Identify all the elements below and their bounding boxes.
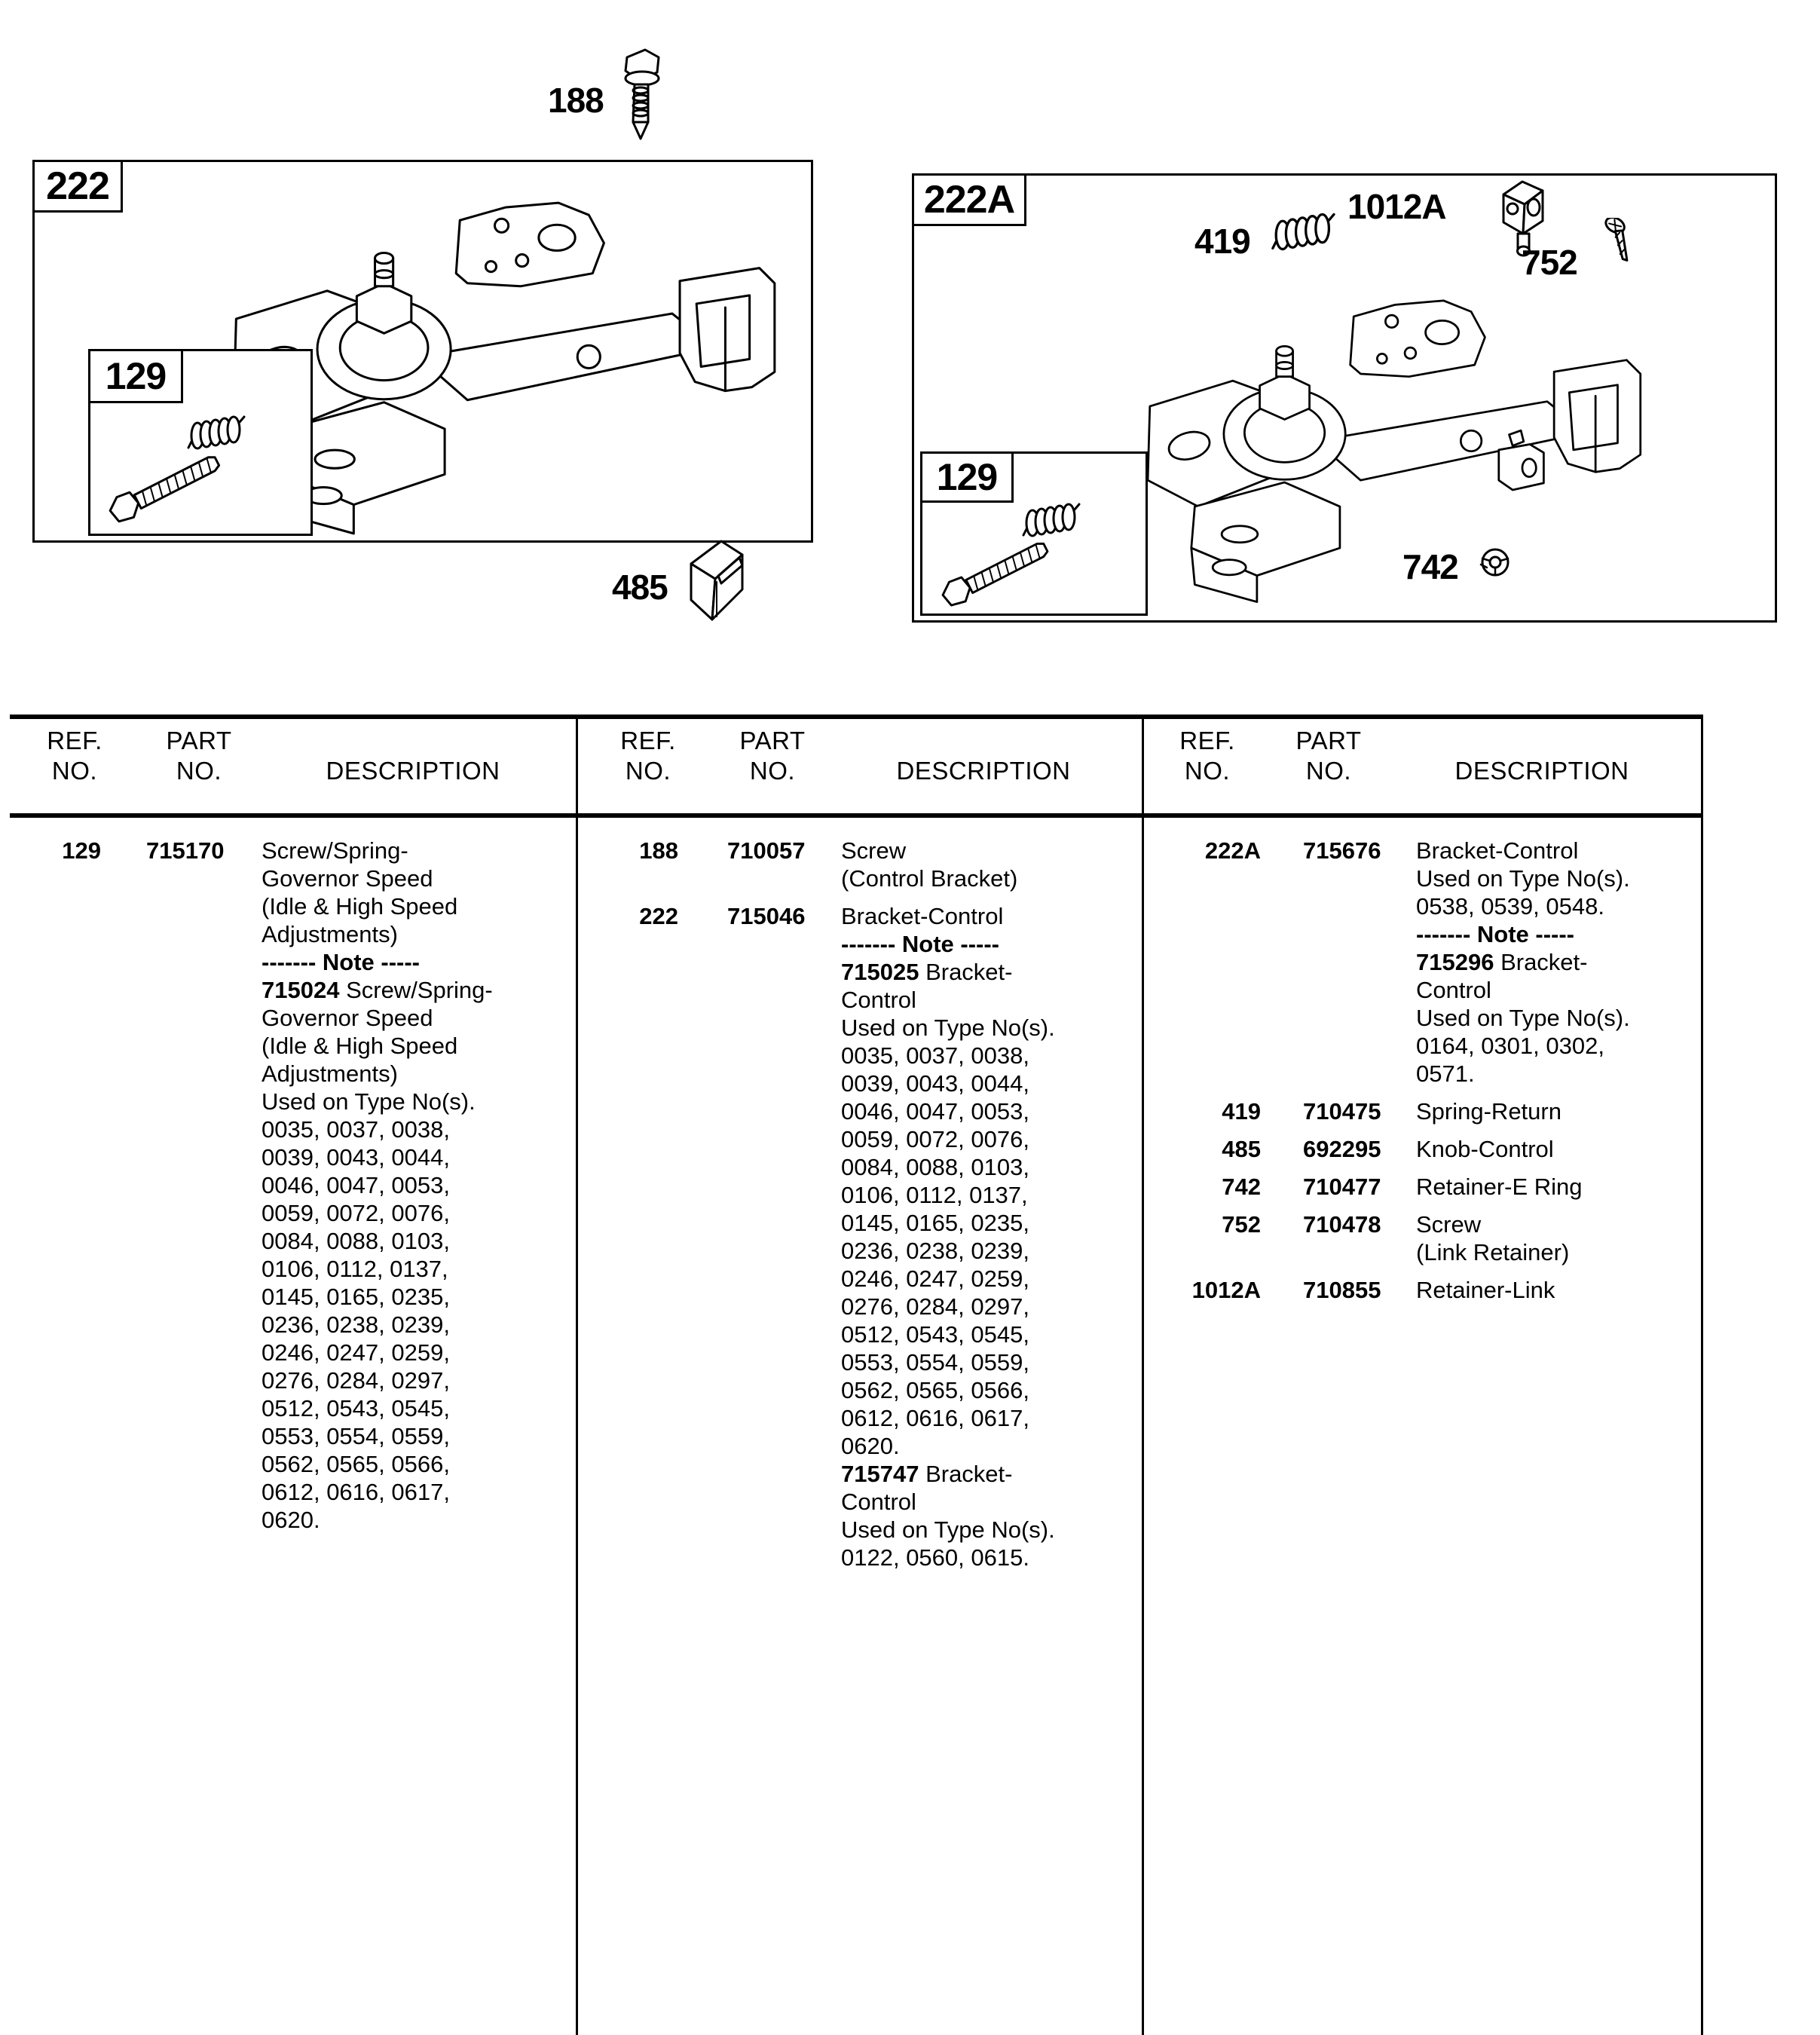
part-no: 715170	[146, 837, 225, 864]
header-part-line2: NO.	[749, 757, 796, 785]
description-line: 715296 Bracket-	[1416, 949, 1588, 975]
description-line: Bracket-Control	[1416, 837, 1579, 864]
description-line: Used on Type No(s).	[841, 1516, 1055, 1543]
governor-screw-icon	[99, 430, 235, 528]
description-line: 0538, 0539, 0548.	[1416, 893, 1604, 920]
header-part-line1: PART	[739, 727, 806, 754]
ref-no: 752	[1222, 1211, 1261, 1238]
diagram-box-222	[32, 160, 813, 543]
part-no: 715046	[727, 903, 806, 929]
description-line: Adjustments)	[262, 1060, 398, 1087]
table-entry	[1161, 1210, 1699, 1266]
header-description: DESCRIPTION	[1454, 757, 1629, 785]
description-line: 715025 Bracket-	[841, 959, 1013, 985]
header-part-line1: PART	[1295, 727, 1362, 754]
header-ref-no	[29, 726, 120, 786]
ref-no: 222	[639, 903, 678, 929]
description-line: 0145, 0165, 0235,	[841, 1210, 1029, 1236]
description-line: 0046, 0047, 0053,	[841, 1098, 1029, 1125]
part-485-label: 485	[612, 568, 668, 607]
header-part-no	[727, 726, 818, 786]
header-ref-line1: REF.	[47, 727, 102, 754]
description-line: 0612, 0616, 0617,	[841, 1405, 1029, 1431]
ref-no: 129	[62, 837, 101, 864]
description-line: Screw	[841, 837, 907, 864]
header-ref-no	[1162, 726, 1253, 786]
header-ref-line2: NO.	[1184, 757, 1231, 785]
table-entry	[1161, 1097, 1699, 1125]
ref-no: 188	[639, 837, 678, 864]
description	[1416, 1097, 1698, 1125]
description-line: 0039, 0043, 0044,	[841, 1070, 1029, 1097]
description-line: 0512, 0543, 0545,	[262, 1395, 450, 1421]
description-line: Control	[1416, 977, 1491, 1003]
header-part-line2: NO.	[1305, 757, 1352, 785]
header-ref-no	[603, 726, 693, 786]
hex-flange-screw-icon	[616, 47, 666, 145]
description-line: (Idle & High Speed	[262, 893, 458, 920]
description-line: Screw/Spring-	[262, 837, 408, 864]
part-419-label: 419	[1194, 222, 1250, 261]
header-ref-line1: REF.	[620, 727, 676, 754]
description-line: Used on Type No(s).	[841, 1014, 1055, 1041]
header-ref-line2: NO.	[625, 757, 671, 785]
table-entry	[597, 902, 1126, 1571]
part-742-label: 742	[1402, 547, 1458, 586]
box-222A-label: 222A	[912, 173, 1026, 226]
part-no: 710057	[727, 837, 806, 864]
part-188-label: 188	[548, 81, 604, 120]
column-divider-1	[576, 715, 578, 2035]
description-line: (Idle & High Speed	[262, 1033, 458, 1059]
description-line: 0276, 0284, 0297,	[841, 1293, 1029, 1320]
table-entry	[1161, 837, 1699, 1088]
description-line: Control	[841, 987, 916, 1013]
ref-no: 485	[1222, 1136, 1261, 1162]
parts-column-3	[1161, 837, 1699, 1314]
description-line: 715024 Screw/Spring-	[262, 977, 493, 1003]
description-line: Spring-Return	[1416, 1098, 1562, 1125]
description-line: 0571.	[1416, 1060, 1475, 1087]
box-129-label: 129	[920, 451, 1014, 503]
description	[1416, 1135, 1698, 1163]
governor-screw-icon	[930, 517, 1066, 611]
description-line: 0035, 0037, 0038,	[262, 1116, 450, 1143]
control-knob-icon	[682, 535, 751, 627]
description-line: 0562, 0565, 0566,	[262, 1451, 450, 1477]
control-bracket-diagram	[1112, 299, 1658, 607]
ref-no: 742	[1222, 1174, 1261, 1200]
description-line: 0236, 0238, 0239,	[262, 1311, 450, 1338]
description-line: 0039, 0043, 0044,	[262, 1144, 450, 1171]
header-description: DESCRIPTION	[326, 757, 500, 785]
description-line: Used on Type No(s).	[1416, 1005, 1630, 1031]
description-line: ------- Note -----	[841, 931, 999, 957]
diagram-box-129-right	[920, 451, 1148, 616]
box-129-label: 129	[88, 349, 183, 403]
part-no: 715676	[1303, 837, 1381, 864]
table-right-border	[1701, 715, 1703, 2035]
link-retainer-screw-icon	[1592, 218, 1642, 268]
description-line: 0145, 0165, 0235,	[262, 1284, 450, 1310]
description	[1416, 1173, 1698, 1201]
description-line: Control	[841, 1489, 916, 1515]
table-entry	[1161, 1135, 1699, 1163]
part-no: 710855	[1303, 1277, 1381, 1303]
header-description: DESCRIPTION	[896, 757, 1071, 785]
diagram-box-129-left	[88, 349, 313, 536]
table-entry	[1161, 1276, 1699, 1304]
description-line: Retainer-E Ring	[1416, 1174, 1583, 1200]
description-line: ------- Note -----	[262, 949, 420, 975]
description-line: Adjustments)	[262, 921, 398, 947]
table-entry	[21, 837, 559, 1534]
part-no: 710475	[1303, 1098, 1381, 1125]
description-line: Used on Type No(s).	[262, 1088, 476, 1115]
table-entry	[1161, 1173, 1699, 1201]
description-line: 0553, 0554, 0559,	[262, 1423, 450, 1449]
description	[841, 902, 1124, 1571]
description	[841, 837, 1124, 892]
description-line: Used on Type No(s).	[1416, 865, 1630, 892]
parts-column-1	[21, 837, 559, 1544]
return-spring-icon	[1268, 210, 1340, 262]
column-divider-2	[1142, 715, 1144, 2035]
description-line: Retainer-Link	[1416, 1277, 1555, 1303]
description	[1416, 837, 1698, 1088]
box-222-label: 222	[32, 160, 123, 213]
description-line: 0122, 0560, 0615.	[841, 1544, 1029, 1571]
description-line: 0612, 0616, 0617,	[262, 1479, 450, 1505]
description-line: 0106, 0112, 0137,	[262, 1256, 448, 1282]
description-line: 0236, 0238, 0239,	[841, 1238, 1029, 1264]
description-line: 0059, 0072, 0076,	[841, 1126, 1029, 1152]
description-line: 715747 Bracket-	[841, 1461, 1013, 1487]
description-line: 0084, 0088, 0103,	[262, 1228, 450, 1254]
table-header-rule	[10, 813, 1703, 818]
part-1012A-label: 1012A	[1347, 187, 1446, 226]
description-line: Governor Speed	[262, 1005, 433, 1031]
ref-no: 222A	[1204, 837, 1261, 864]
description-line: 0620.	[262, 1507, 320, 1533]
description	[1416, 1210, 1698, 1266]
description-line: 0084, 0088, 0103,	[841, 1154, 1029, 1180]
description-line: 0246, 0247, 0259,	[262, 1339, 450, 1366]
header-part-line1: PART	[166, 727, 232, 754]
description-line: (Control Bracket)	[841, 865, 1018, 892]
description-line: Knob-Control	[1416, 1136, 1554, 1162]
part-no: 710478	[1303, 1211, 1381, 1238]
parts-column-2	[597, 837, 1126, 1581]
description-line: 0620.	[841, 1433, 900, 1459]
header-part-no	[1283, 726, 1374, 786]
description-line: 0106, 0112, 0137,	[841, 1182, 1028, 1208]
description-line: 0046, 0047, 0053,	[262, 1172, 450, 1198]
description-line: Bracket-Control	[841, 903, 1004, 929]
header-part-line2: NO.	[176, 757, 222, 785]
part-no: 692295	[1303, 1136, 1381, 1162]
description	[262, 837, 558, 1534]
header-part-no	[154, 726, 244, 786]
description-line: 0059, 0072, 0076,	[262, 1200, 450, 1226]
header-ref-line1: REF.	[1179, 727, 1235, 754]
description-line: (Link Retainer)	[1416, 1239, 1570, 1265]
description-line: Governor Speed	[262, 865, 433, 892]
description-line: ------- Note -----	[1416, 921, 1574, 947]
ref-no: 1012A	[1191, 1277, 1261, 1303]
description-line: 0512, 0543, 0545,	[841, 1321, 1029, 1348]
description-line: Screw	[1416, 1211, 1482, 1238]
description	[1416, 1276, 1698, 1304]
ref-no: 419	[1222, 1098, 1261, 1125]
description-line: 0246, 0247, 0259,	[841, 1265, 1029, 1292]
description-line: 0164, 0301, 0302,	[1416, 1033, 1604, 1059]
header-ref-line2: NO.	[51, 757, 98, 785]
part-no: 710477	[1303, 1174, 1381, 1200]
description-line: 0553, 0554, 0559,	[841, 1349, 1029, 1376]
part-752-label: 752	[1522, 243, 1577, 282]
description-line: 0276, 0284, 0297,	[262, 1367, 450, 1394]
table-entry	[597, 837, 1126, 892]
description-line: 0035, 0037, 0038,	[841, 1042, 1029, 1069]
table-top-rule	[10, 715, 1703, 719]
diagram-box-222A	[912, 173, 1777, 623]
description-line: 0562, 0565, 0566,	[841, 1377, 1029, 1403]
e-ring-icon	[1473, 542, 1519, 584]
